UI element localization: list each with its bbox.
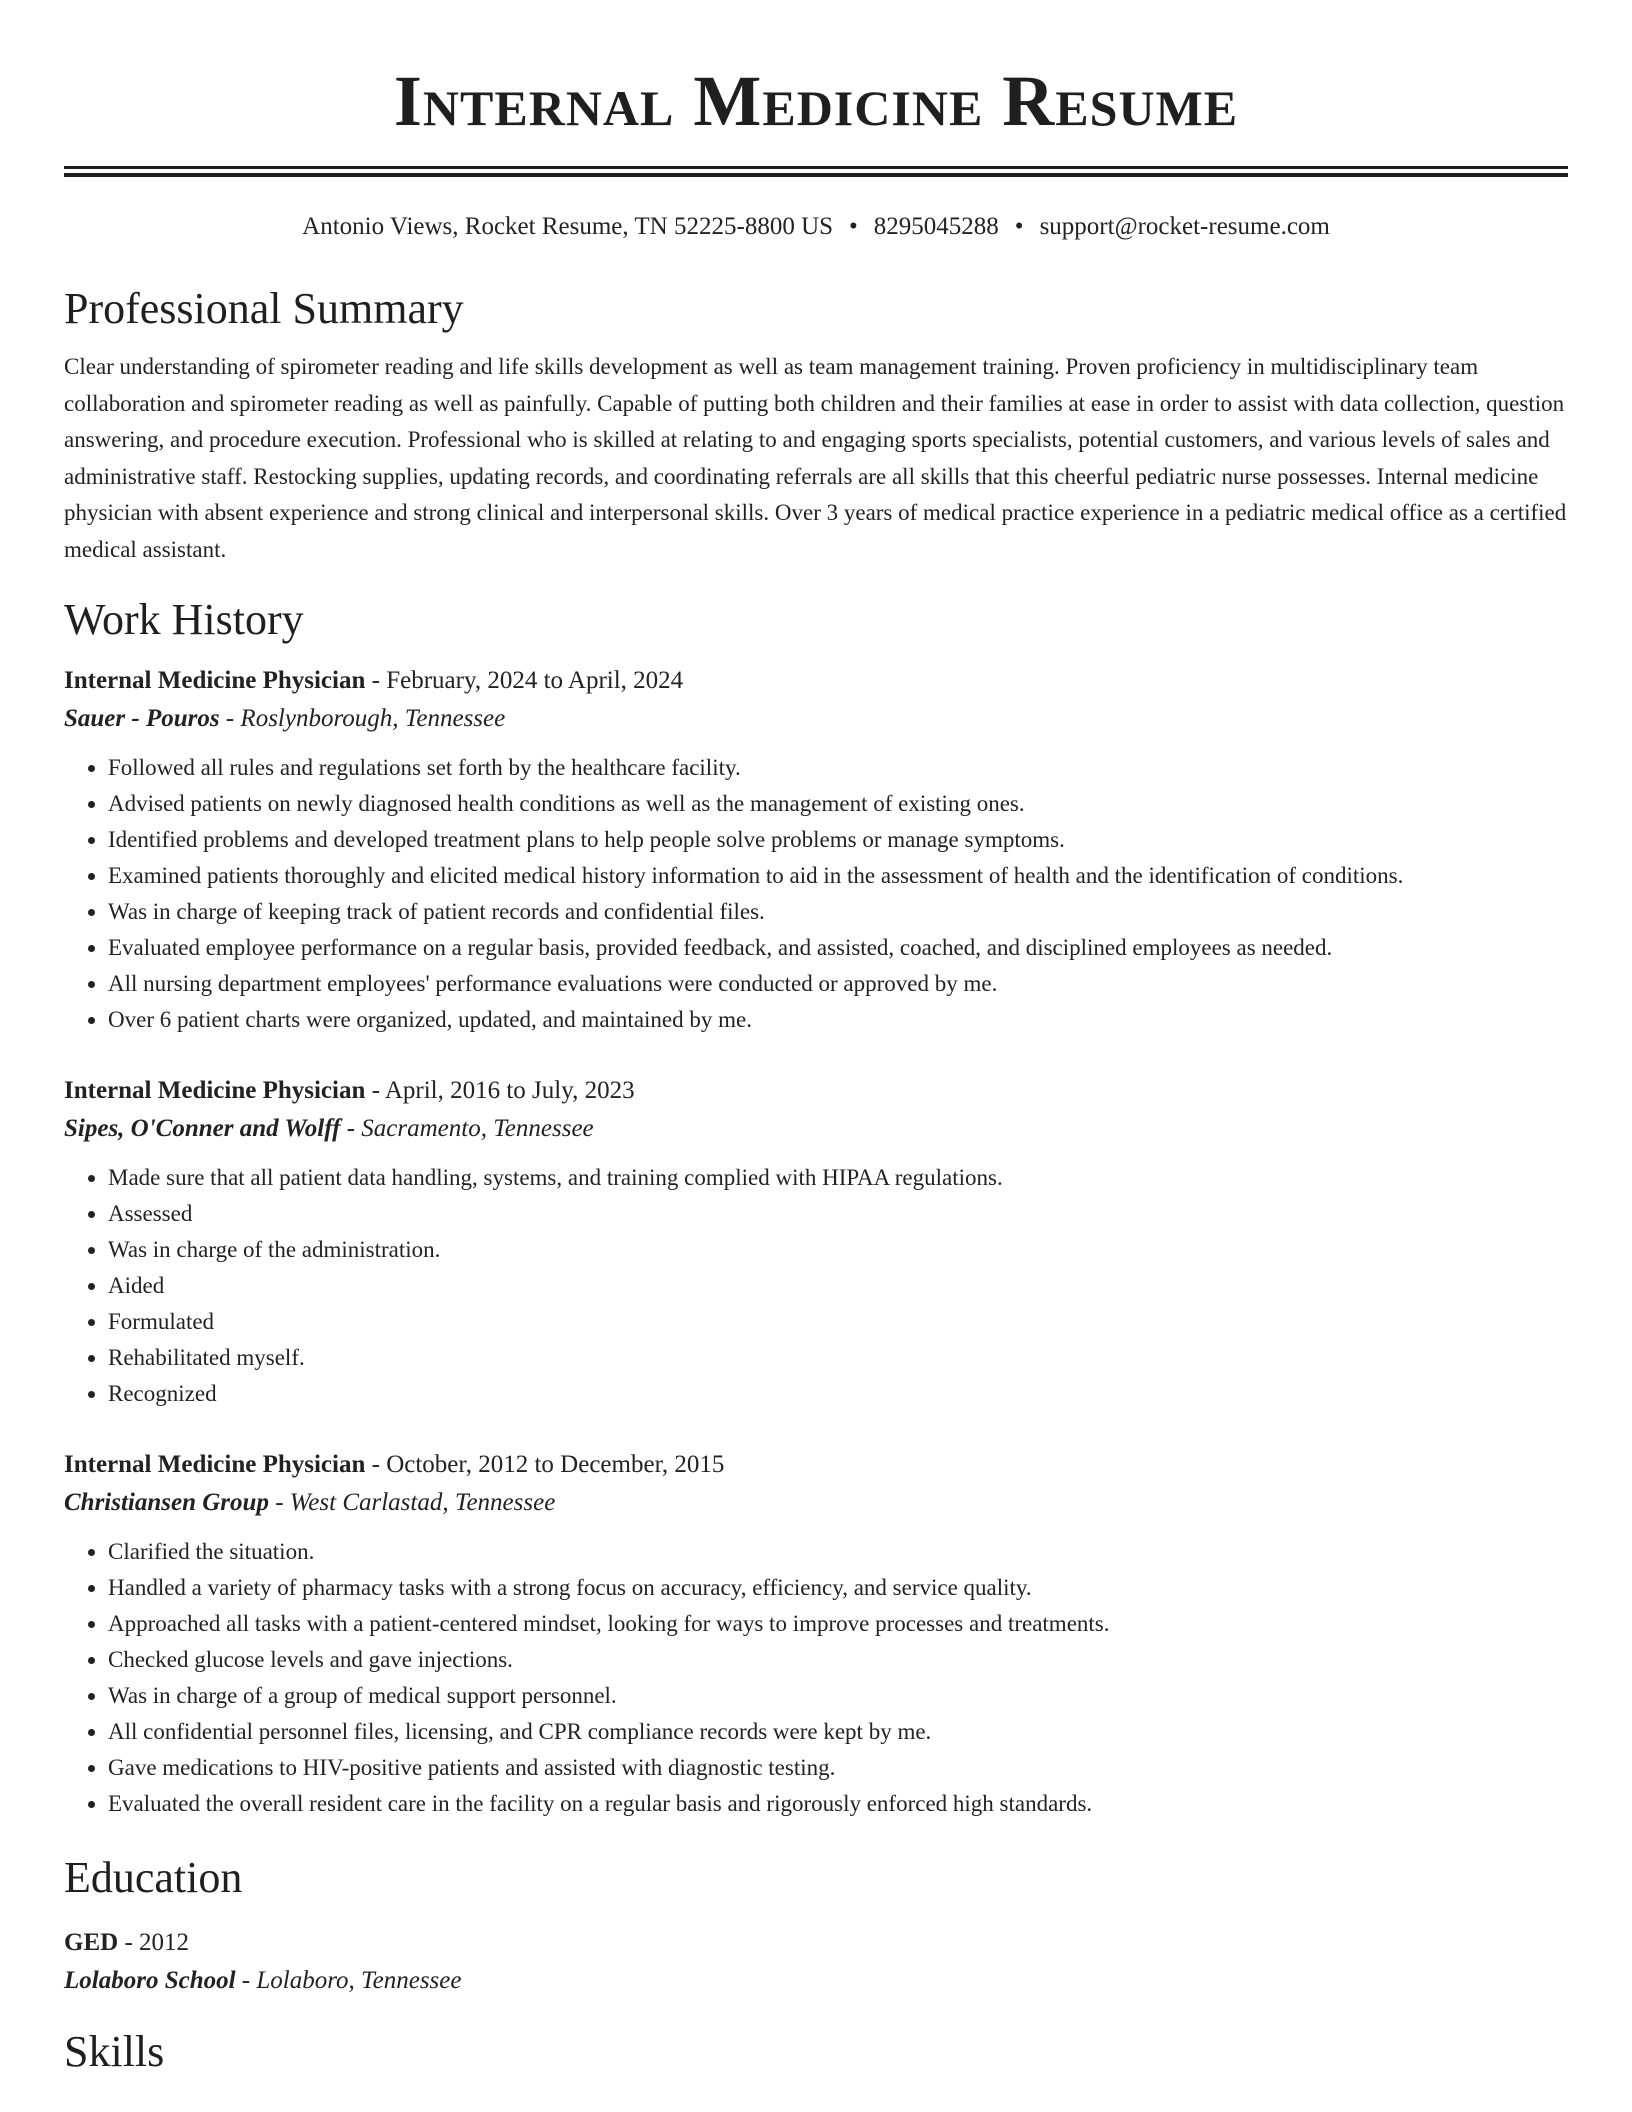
education-location: - Lolaboro, Tennessee: [235, 1967, 462, 1994]
list-item: • Aided: [108, 1268, 1568, 1304]
section-heading-work: Work History: [64, 595, 304, 644]
job-bullet-list: [64, 750, 1568, 1038]
job-entry: [64, 662, 1568, 1038]
summary-text: Clear understanding of spirometer reading and life skills development as well as team management training. Proven proficiency in multidisciplinary team collaboration and spirometer reading as well as painfully. Capable of putting both children and their families at ease in order to assist with data collection, question answering, and procedure execution. Professional who is skilled at relating to and engaging sports specialists, potential customers, and various levels of sales and administrative staff. Restocking supplies, updating records, and coordinating referrals are all skills that this cheerful pediatric nurse possesses. Internal medicine physician with absent experience and strong clinical and interpersonal skills. Over 3 years of medical practice experience in a pediatric medical office as a certified medical assistant.: [64, 354, 1567, 562]
job-header: [64, 1446, 1568, 1484]
job-location: - West Carlastad, Tennessee: [268, 1489, 556, 1516]
list-item: • Checked glucose levels and gave injections.: [108, 1642, 1568, 1678]
list-item: • Assessed: [108, 1196, 1568, 1232]
education-section: [64, 1850, 1568, 2000]
section-heading-skills: Skills: [64, 2027, 165, 2076]
list-item: • Was in charge of a group of medical support personnel.: [108, 1678, 1568, 1714]
list-item: • Evaluated employee performance on a regular basis, provided feedback, and assisted, coached, and disciplined employees as needed.: [108, 930, 1568, 966]
job-dates: - February, 2024 to April, 2024: [365, 667, 684, 694]
job-employer-line: [64, 700, 1568, 738]
list-item: • Followed all rules and regulations set forth by the healthcare facility.: [108, 750, 1568, 786]
job-title: Internal Medicine Physician: [64, 1077, 366, 1104]
list-item: • Handled a variety of pharmacy tasks with a strong focus on accuracy, efficiency, and service quality.: [108, 1570, 1568, 1606]
education-year: - 2012: [118, 1929, 190, 1956]
job-location: - Roslynborough, Tennessee: [219, 705, 506, 732]
list-item: • Formulated: [108, 1304, 1568, 1340]
list-item: • Made sure that all patient data handling, systems, and training complied with HIPAA regulations.: [108, 1160, 1568, 1196]
job-title: Internal Medicine Physician: [64, 667, 366, 694]
job-employer-line: [64, 1110, 1568, 1148]
section-heading-summary: Professional Summary: [64, 284, 464, 333]
section-heading-education: Education: [64, 1853, 243, 1902]
contact-line: [64, 211, 1568, 243]
list-item: • Was in charge of keeping track of patient records and confidential files.: [108, 894, 1568, 930]
education-degree: GED: [64, 1929, 119, 1956]
job-header: [64, 662, 1568, 700]
job-employer-line: [64, 1484, 1568, 1522]
list-item: • Was in charge of the administration.: [108, 1232, 1568, 1268]
job-entry: [64, 1446, 1568, 1822]
education-school-line: [64, 1962, 1568, 2000]
title-double-rule: [64, 166, 1568, 177]
contact-phone: 8295045288: [873, 213, 999, 240]
job-company: Sipes, O'Conner and Wolff: [64, 1115, 341, 1142]
contact-separator: •: [1014, 213, 1024, 240]
list-item: • Recognized: [108, 1376, 1568, 1412]
list-item: • Clarified the situation.: [108, 1534, 1568, 1570]
list-item: • Advised patients on newly diagnosed health conditions as well as the management of existing ones.: [108, 786, 1568, 822]
job-company: Sauer - Pouros: [64, 705, 220, 732]
list-item: • Examined patients thoroughly and elicited medical history information to aid in the assessment of health and the identification of conditions.: [108, 858, 1568, 894]
skills-section: [64, 2024, 1568, 2080]
job-dates: - October, 2012 to December, 2015: [365, 1451, 725, 1478]
list-item: • Identified problems and developed treatment plans to help people solve problems or manage symptoms.: [108, 822, 1568, 858]
list-item: • Over 6 patient charts were organized, updated, and maintained by me.: [108, 1002, 1568, 1038]
job-title: Internal Medicine Physician: [64, 1451, 366, 1478]
list-item: • All nursing department employees' performance evaluations were conducted or approved by me.: [108, 966, 1568, 1002]
list-item: • Gave medications to HIV-positive patients and assisted with diagnostic testing.: [108, 1750, 1568, 1786]
list-item: • All confidential personnel files, licensing, and CPR compliance records were kept by me.: [108, 1714, 1568, 1750]
work-history-section: [64, 592, 1568, 1822]
list-item: • Rehabilitated myself.: [108, 1340, 1568, 1376]
job-bullet-list: [64, 1534, 1568, 1822]
job-header: [64, 1072, 1568, 1110]
list-item: • Evaluated the overall resident care in the facility on a regular basis and rigorously enforced high standards.: [108, 1786, 1568, 1822]
job-dates: - April, 2016 to July, 2023: [365, 1077, 635, 1104]
job-entry: [64, 1072, 1568, 1412]
resume-title: Internal Medicine Resume: [393, 61, 1239, 141]
contact-separator: •: [849, 213, 858, 240]
job-company: Christiansen Group: [64, 1489, 269, 1516]
job-location: - Sacramento, Tennessee: [340, 1115, 594, 1142]
professional-summary-section: [64, 281, 1568, 568]
education-header: [64, 1924, 1568, 1962]
contact-email: support@rocket-resume.com: [1039, 213, 1330, 240]
education-entry: [64, 1924, 1568, 2000]
list-item: • Approached all tasks with a patient-centered mindset, looking for ways to improve processes and treatments.: [108, 1606, 1568, 1642]
job-bullet-list: [64, 1160, 1568, 1412]
contact-address: Antonio Views, Rocket Resume, TN 52225-8800 US: [302, 213, 834, 240]
education-school: Lolaboro School: [64, 1967, 236, 1994]
